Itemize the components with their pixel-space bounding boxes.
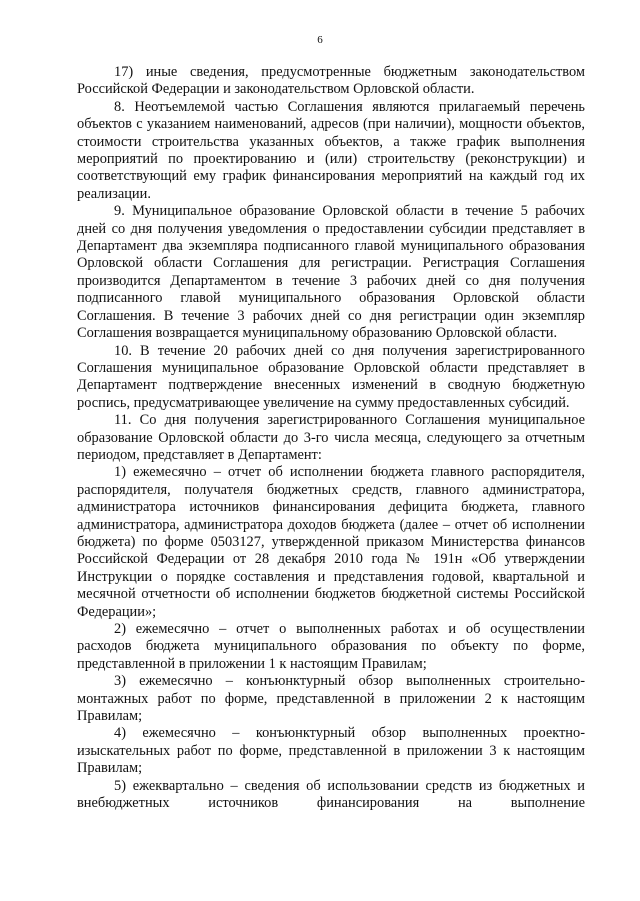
document-body <box>77 64 585 812</box>
paragraph-item-5: 5) ежеквартально – сведения об использовании средств из бюджетных и внебюджетных источников финансирования на выполнение <box>77 777 585 812</box>
paragraph-item-2: 2) ежемесячно – отчет о выполненных работах и об осуществлении расходов бюджета муниципального образования по объекту по форме, представленной в приложении 1 к настоящим Правилам; <box>77 621 585 672</box>
paragraph-item-1: 1) ежемесячно – отчет об исполнении бюджета главного распорядителя, распорядителя, получателя бюджетных средств, главного администратора, администратора источников финансирования дефицита бюджета, главного администратора, администратора доходов бюджета (далее – отчет об исполнении бюджета) по форме 0503127, утвержденной приказом Министерства финансов Российской Федерации от 28 декабря 2010 года № 191н «Об утверждении Инструкции о порядке составления и представления годовой, квартальной и месячной отчетности об исполнении бюджетов бюджетной системы Российской Федерации»; <box>77 464 585 620</box>
paragraph-item-3: 3) ежемесячно – конъюнктурный обзор выполненных строительно-монтажных работ по форме, представленной в приложении 2 к настоящим Правилам; <box>77 673 585 725</box>
paragraph-10: 10. В течение 20 рабочих дней со дня получения зарегистрированного Соглашения муниципальное образование Орловской области представляет в Департамент подтверждение внесенных изменений в сводную бюджетную роспись, предусматривающее увеличение на сумму предоставленных субсидий. <box>77 342 585 411</box>
page-number: 6 <box>317 34 323 46</box>
paragraph-8: 8. Неотъемлемой частью Соглашения являются прилагаемый перечень объектов с указанием наименований, адресов (при наличии), мощности объектов, стоимости строительства указанных объектов, а также график выполнения мероприятий по проектированию и (или) строительству (реконструкции) и соответствующий ему график финансирования мероприятий на каждый год их реализации. <box>77 98 585 202</box>
paragraph-9: 9. Муниципальное образование Орловской области в течение 5 рабочих дней со дня получения уведомления о предоставлении субсидии представляет в Департамент два экземпляра подписанного главой муниципального образования Орловской области Соглашения для регистрации. Регистрация Соглашения производится Департаментом в течение 3 рабочих дней со дня получения подписанного главой муниципального образования Орловской области Соглашения. В течение 3 рабочих дней со дня регистрации один экземпляр Соглашения возвращается муниципальному образованию Орловской области. <box>77 203 585 342</box>
paragraph-item-17: 17) иные сведения, предусмотренные бюджетным законодательством Российской Федерации и законодательством Орловской области. <box>77 64 585 98</box>
paragraph-item-4: 4) ежемесячно – конъюнктурный обзор выполненных проектно-изыскательных работ по форме, представленной в приложении 3 к настоящим Правилам; <box>77 725 585 777</box>
paragraph-11: 11. Со дня получения зарегистрированного Соглашения муниципальное образование Орловской области до 3-го числа месяца, следующего за отчетным периодом, представляет в Департамент: <box>77 412 585 463</box>
